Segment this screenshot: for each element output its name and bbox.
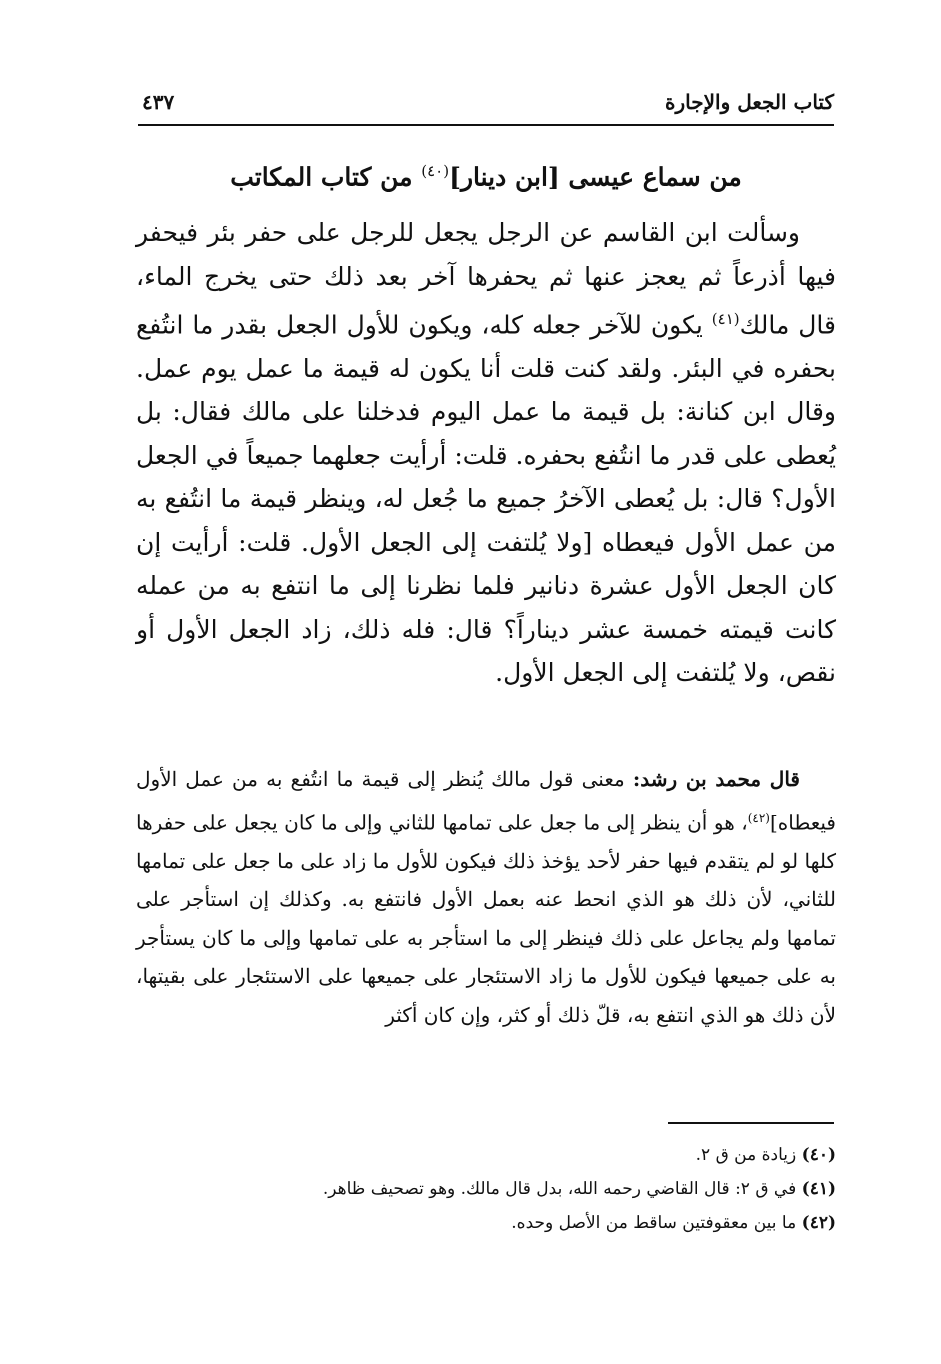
footnote-42 — [136, 1206, 836, 1240]
main-text — [136, 211, 836, 695]
header-divider — [138, 124, 834, 126]
running-header — [138, 90, 834, 122]
commentary-paragraph — [136, 760, 836, 1034]
footnote-number: (٤٠) — [801, 1145, 836, 1165]
header-title: كتاب الجعل والإجارة — [665, 90, 834, 114]
footnote-text: ما بين معقوفتين ساقط من الأصل وحده. — [511, 1213, 802, 1233]
commentary-speaker: قال محمد بن رشد: — [632, 767, 800, 791]
footnote-ref-41: (٤١) — [711, 310, 740, 328]
footnote-number: (٤٢) — [801, 1213, 836, 1233]
page-number: ٤٣٧ — [142, 90, 175, 114]
commentary-part-2: ، هو أن ينظر إلى ما جعل على تمامها للثاني وإلى ما كان يجعل على حفرها كلها لو لم يتقدم فيها حفر لأحد يؤخذ ذلك فيكون للأول ما زاد على ما جعل على تمامها للثاني، لأن ذلك هو الذي انحط عنه بعمل الأول فانتفع به. وكذلك إن استأجر على تمامها ولم يجاعل على ذلك فينظر إلى ما استأجر به على تمامها وإلى ما كان يستأجر به على جميعها فيكون للأول ما زاد الاستئجار على جميعها على الاستئجار على بقيتها، لأن ذلك هو الذي انتفع به، قلّ ذلك أو كثر، وإن كان أكثر — [136, 810, 837, 1027]
section-title-text: من سماع عيسى [ابن دينار] — [449, 162, 742, 192]
footnotes — [136, 1138, 836, 1240]
footnote-text: في ق ٢: قال القاضي رحمه الله، بدل قال مالك. وهو تصحيف ظاهر. — [322, 1179, 802, 1199]
section-title — [138, 150, 834, 198]
section-title-tail: من كتاب المكاتب — [230, 162, 422, 192]
main-paragraph — [136, 211, 836, 695]
main-text-part-2: يكون للآخر جعله كله، ويكون للأول الجعل بقدر ما انتُفع بحفره في البئر. ولقد كنت قلت أنا يكون له قيمة ما عمل يوم عمل. وقال ابن كنانة: بل قيمة ما عمل اليوم فدخلنا على مالك فقال: بل يُعطى على قدر ما انتُفع بحفره. قلت: أرأيت جعلهما جميعاً في الجعل الأول؟ قال: بل يُعطى الآخرُ جميع ما جُعل له، وينظر قيمة ما انتُفع به من عمل الأول فيعطاه [ولا يُلتفت إلى الجعل الأول. قلت: أرأيت إن كان الجعل الأول عشرة دنانير فلما نظرنا إلى ما انتفع به من عمله كانت قيمته خمسة عشر ديناراً؟ قال: فله ذلك، زاد الجعل الأول أو نقص، ولا يُلتفت إلى الجعل الأول. — [136, 310, 837, 688]
commentary-part-1: معنى قول مالك يُنظر إلى قيمة ما انتُفع به من عمل الأول فيعطاه] — [136, 767, 836, 835]
footnote-ref-40: (٤٠) — [421, 162, 450, 180]
footnote-number: (٤١) — [801, 1179, 836, 1199]
footnote-40 — [136, 1138, 836, 1172]
footnote-divider — [668, 1122, 834, 1124]
commentary-text — [136, 760, 836, 1034]
footnote-text: زيادة من ق ٢. — [695, 1145, 802, 1165]
footnote-41 — [136, 1172, 836, 1206]
footnote-ref-42: (٤٢) — [747, 810, 770, 825]
main-text-part-1: وسألت ابن القاسم عن الرجل يجعل للرجل على حفر بئر فيحفر فيها أذرعاً ثم يعجز عنها ثم يحفرها آخر بعد ذلك حتى يخرج الماء، قال مالك — [136, 218, 837, 340]
